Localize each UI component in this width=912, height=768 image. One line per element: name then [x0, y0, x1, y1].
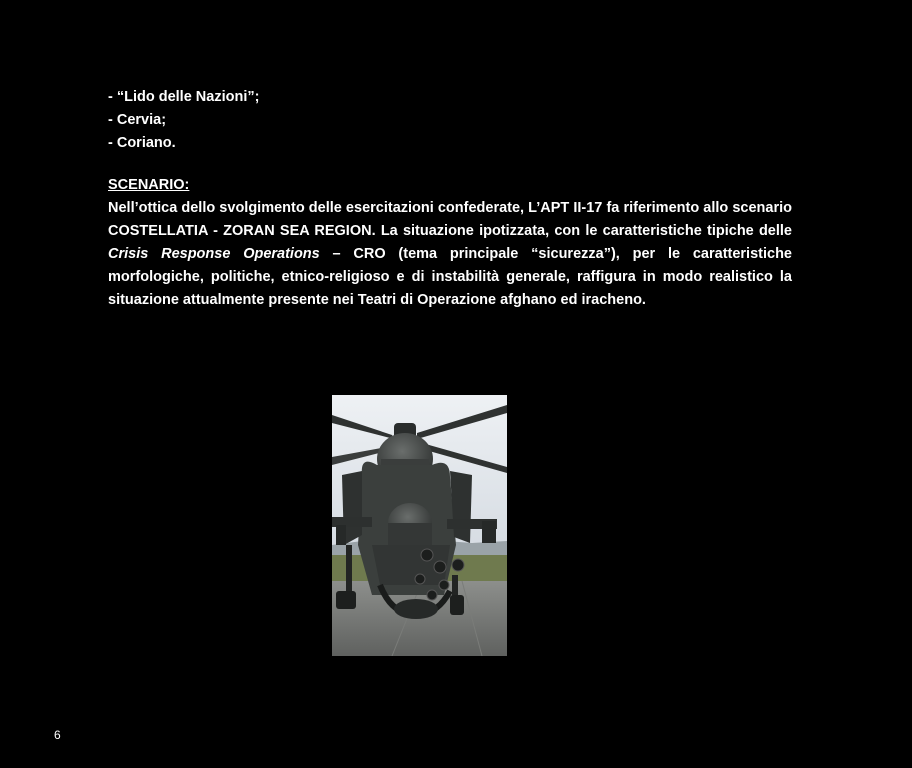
- scenario-section: [108, 174, 792, 312]
- helicopter-photo: [332, 395, 507, 656]
- scenario-heading: SCENARIO:: [108, 177, 190, 193]
- list-item: - Cervia;: [108, 112, 167, 128]
- list-item: - Coriano.: [108, 135, 176, 151]
- helicopter-illustration: [332, 395, 507, 656]
- scenario-italic-term: Crisis Response Operations: [108, 246, 320, 262]
- scenario-paragraph: [108, 197, 792, 312]
- location-list: [108, 86, 792, 155]
- scenario-text-part1: Nell’ottica dello svolgimento delle esercitazioni confederate, L’APT II-17 fa riferimento allo scenario COSTELLATIA - ZORAN SEA REGION. La situazione ipotizzata, con le caratteristiche tipiche delle: [108, 200, 792, 239]
- page-number: 6: [54, 728, 61, 742]
- scenario-text-part2: – CRO (tema principale “sicurezza”), per le caratteristiche morfologiche, politiche, etnico-religioso e di instabilità generale, raffigura in modo realistico la situazione attualmente presente nei Teatri di Operazione afghano ed iracheno.: [108, 246, 792, 308]
- list-item: - “Lido delle Nazioni”;: [108, 89, 260, 105]
